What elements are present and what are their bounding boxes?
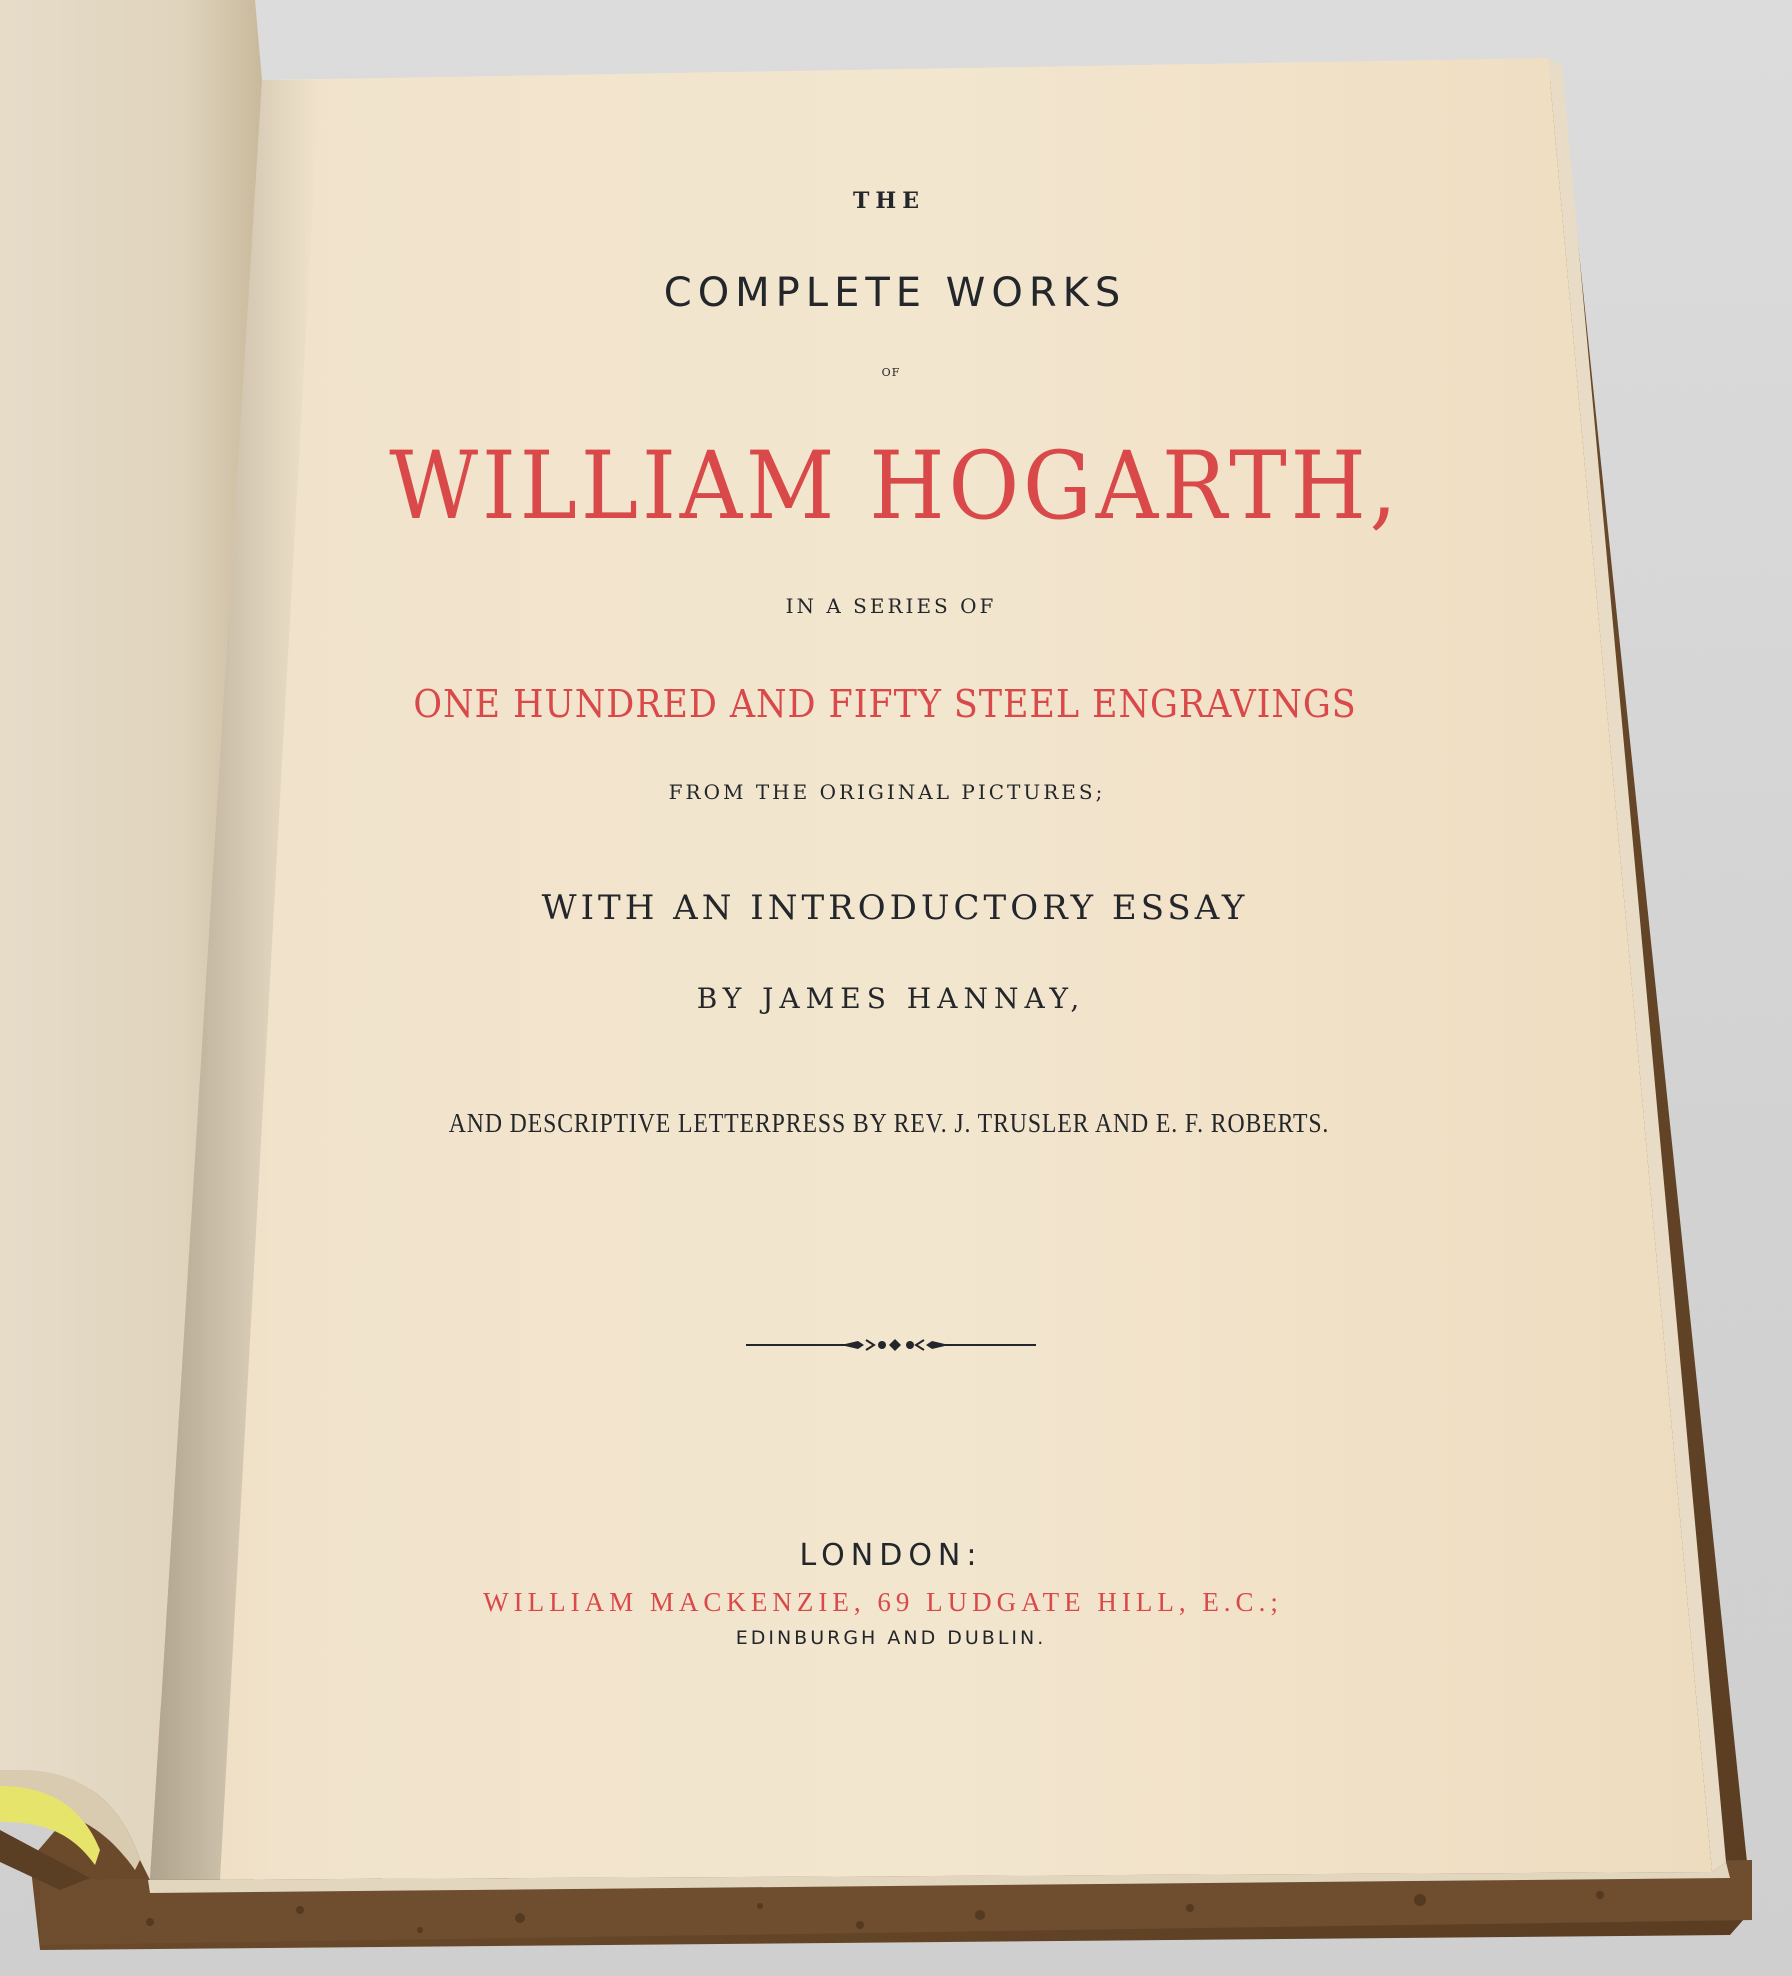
printer-ornament: [746, 1333, 1036, 1357]
photo-scene: THE COMPLETE WORKS OF WILLIAM HOGARTH, IN A SERIES OF ONE HUNDRED AND FIFTY STEEL ENGRAVINGS FROM THE ORIGINAL PICTURES; WITH AN INTRODUCTORY ESSAY BY JAMES HANNAY, AND DESCRIPTIVE LETTERPRESS BY REV. J. TRUSLER AND E. F. ROBERTS. LONDON: WILLIAM MACKENZIE, 69 LUDGATE HILL, E.C.; EDINBURGH AND DUBLIN.: [0, 0, 1792, 1976]
